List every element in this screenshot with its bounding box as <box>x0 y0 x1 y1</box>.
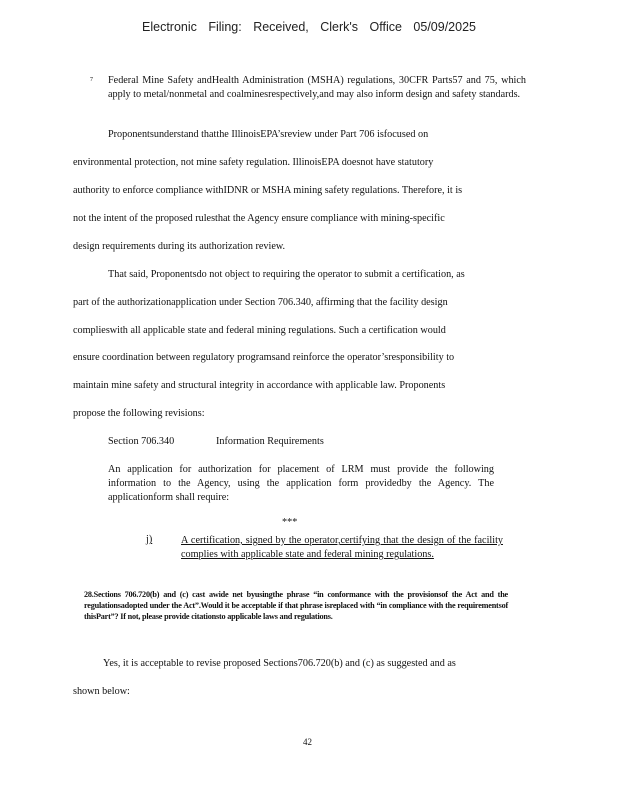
item-j-label: j) <box>146 534 153 545</box>
footnote-text: Federal Mine Safety andHealth Administration (MSHA) regulations, 30CFR Parts57 and 75, which apply to metal/nonmetal and coalminesrespectively,and may also inform design and safety standards. <box>108 75 526 100</box>
para2-line-5: maintain mine safety and structural integrity in accordance with applicable law. Proponents <box>73 380 446 391</box>
section-intro: An application for authorization for placement of LRM must provide the following information to the Agency, using the application form providedby the Agency. The applicationform shall require: <box>108 464 494 503</box>
footnote-marker: 7 <box>90 77 93 83</box>
item-j-text: A certification, signed by the operator,certifying that the design of the facility complies with applicable state and federal mining regulations. <box>181 535 503 560</box>
para1-line-5: design requirements during its authorization review. <box>73 241 286 252</box>
question-28: 28.Sections 706.720(b) and (c) cast awide net byusingthe phrase “in conformance with the provisionsof the Act and the regulationsadopted under the Act”.Would it be acceptable if that phrase isreplaced with “in compliance with the requirementsof thisPart”? If not, please provide citationsto applicable laws and regulations. <box>84 590 508 621</box>
para2-line-3: complieswith all applicable state and federal mining regulations. Such a certification would <box>73 325 446 336</box>
section-title: Information Requirements <box>216 436 324 447</box>
para1-line-3: authority to enforce compliance withIDNR or MSHA mining safety regulations. Therefore, it is <box>73 185 463 196</box>
page-number: 42 <box>303 737 312 747</box>
para1-line-4: not the intent of the proposed rulesthat the Agency ensure compliance with mining-specific <box>73 213 445 224</box>
filing-header: Electronic Filing: Received, Clerk's Office 05/09/2025 <box>142 20 476 34</box>
section-asterisks: *** <box>282 517 298 528</box>
section-number: Section 706.340 <box>108 436 175 447</box>
para1-line-1: Proponentsunderstand thatthe IllinoisEPA’sreview under Part 706 isfocused on <box>108 129 429 140</box>
para2-line-1: That said, Proponentsdo not object to requiring the operator to submit a certification, as <box>108 269 465 280</box>
para2-line-6: propose the following revisions: <box>73 408 205 419</box>
para2-line-4: ensure coordination between regulatory programsand reinforce the operator’sresponsibility to <box>73 352 455 363</box>
para1-line-2: environmental protection, not mine safety regulation. IllinoisEPA doesnot have statutory <box>73 157 434 168</box>
para2-line-2: part of the authorizationapplication under Section 706.340, affirming that the facility design <box>73 297 448 308</box>
answer-line-2: shown below: <box>73 686 130 697</box>
answer-line-1: Yes, it is acceptable to revise proposed Sections706.720(b) and (c) as suggested and as <box>103 658 456 669</box>
